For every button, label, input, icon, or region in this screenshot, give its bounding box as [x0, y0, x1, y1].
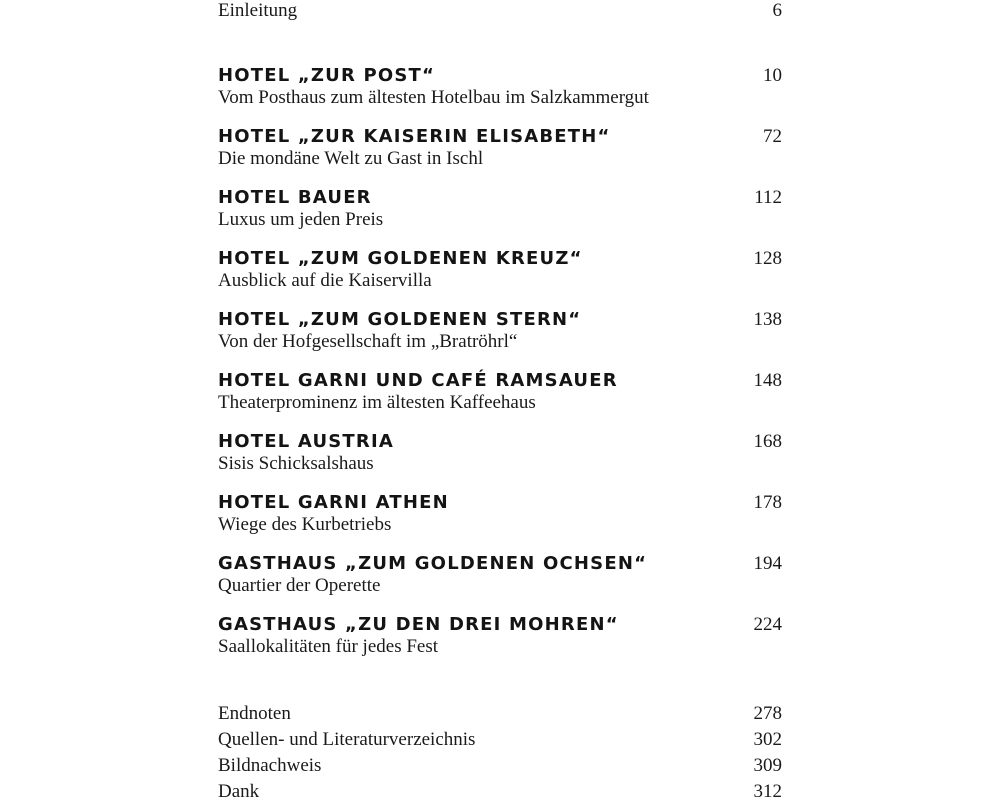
toc-chapter-entry	[218, 370, 782, 414]
chapter-title: HOTEL GARNI ATHEN	[218, 492, 449, 513]
toc-entry-page-number: 312	[753, 781, 782, 800]
toc-entry-label: Quellen- und Literaturverzeichnis	[218, 729, 476, 750]
toc-chapter-entry	[218, 126, 782, 170]
chapter-subtitle: Theaterprominenz im ältesten Kaffeehaus	[218, 392, 536, 413]
chapter-title: GASTHAUS „ZU DEN DREI MOHREN“	[218, 614, 619, 635]
toc-entry-page-number: 309	[753, 755, 782, 776]
chapter-page-number: 194	[753, 553, 782, 574]
toc-entry-label: Einleitung	[218, 0, 298, 21]
chapter-title: HOTEL „ZUM GOLDENEN KREUZ“	[218, 248, 583, 269]
chapter-heading-row	[218, 187, 782, 209]
toc-entry	[218, 779, 782, 800]
chapter-heading-row	[218, 553, 782, 575]
chapter-subtitle: Wiege des Kurbetriebs	[218, 514, 392, 535]
chapter-page-number: 178	[753, 492, 782, 513]
chapter-heading-row	[218, 309, 782, 331]
toc-chapter-entry	[218, 553, 782, 597]
table-of-contents	[218, 0, 782, 800]
chapter-subtitle: Ausblick auf die Kaiservilla	[218, 270, 432, 291]
chapter-subtitle: Luxus um jeden Preis	[218, 209, 384, 230]
chapter-page-number: 148	[753, 370, 782, 391]
chapter-subtitle: Von der Hofgesellschaft im „Bratröhrl“	[218, 331, 518, 352]
chapter-title: HOTEL BAUER	[218, 187, 372, 208]
chapter-page-number: 72	[763, 126, 782, 147]
toc-entry-page-number: 6	[772, 0, 782, 21]
toc-entry-label: Bildnachweis	[218, 755, 322, 776]
chapter-heading-row	[218, 614, 782, 636]
chapter-subtitle: Saallokalitäten für jedes Fest	[218, 636, 439, 657]
chapter-title: HOTEL „ZUR POST“	[218, 65, 436, 86]
chapter-page-number: 138	[753, 309, 782, 330]
chapter-title: HOTEL „ZUM GOLDENEN STERN“	[218, 309, 582, 330]
chapter-heading-row	[218, 431, 782, 453]
toc-entry-label: Endnoten	[218, 703, 291, 724]
front-matter-list	[218, 0, 782, 21]
chapter-heading-row	[218, 492, 782, 514]
chapter-title: HOTEL „ZUR KAISERIN ELISABETH“	[218, 126, 611, 147]
chapter-heading-row	[218, 65, 782, 87]
chapter-page-number: 112	[754, 187, 782, 208]
toc-chapter-entry	[218, 492, 782, 536]
chapter-page-number: 128	[753, 248, 782, 269]
chapter-list	[218, 65, 782, 658]
chapter-subtitle: Sisis Schicksalshaus	[218, 453, 374, 474]
chapter-subtitle: Vom Posthaus zum ältesten Hotelbau im Salzkammergut	[218, 87, 649, 108]
chapter-subtitle: Die mondäne Welt zu Gast in Ischl	[218, 148, 484, 169]
chapter-subtitle: Quartier der Operette	[218, 575, 381, 596]
toc-chapter-entry	[218, 65, 782, 109]
toc-entry	[218, 727, 782, 753]
toc-chapter-entry	[218, 309, 782, 353]
chapter-title: HOTEL AUSTRIA	[218, 431, 395, 452]
toc-chapter-entry	[218, 187, 782, 231]
chapter-page-number: 168	[753, 431, 782, 452]
toc-entry	[218, 753, 782, 779]
toc-entry-label: Dank	[218, 781, 260, 800]
toc-entry-page-number: 278	[753, 703, 782, 724]
back-matter-list	[218, 701, 782, 800]
chapter-title: GASTHAUS „ZUM GOLDENEN OCHSEN“	[218, 553, 648, 574]
chapter-title: HOTEL GARNI UND CAFÉ RAMSAUER	[218, 370, 618, 391]
chapter-page-number: 224	[753, 614, 782, 635]
toc-chapter-entry	[218, 248, 782, 292]
toc-chapter-entry	[218, 431, 782, 475]
chapter-page-number: 10	[763, 65, 782, 86]
chapter-heading-row	[218, 370, 782, 392]
toc-entry	[218, 0, 782, 21]
toc-chapter-entry	[218, 614, 782, 658]
chapter-heading-row	[218, 248, 782, 270]
toc-entry-page-number: 302	[753, 729, 782, 750]
toc-entry	[218, 701, 782, 727]
chapter-heading-row	[218, 126, 782, 148]
